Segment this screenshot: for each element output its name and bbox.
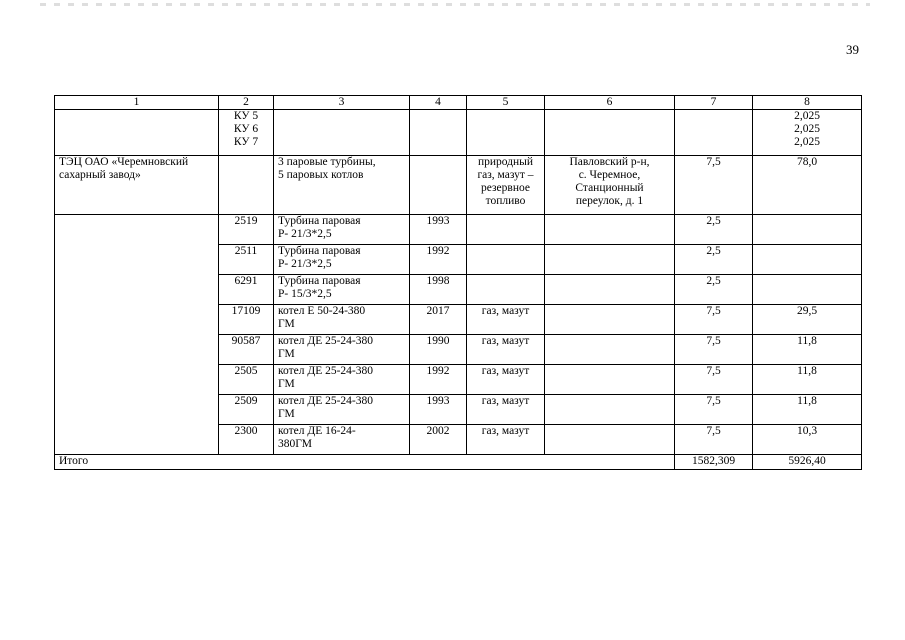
- total-col8: 5926,40: [753, 455, 862, 470]
- column-header-5: 5: [467, 96, 545, 110]
- commission-year: 2017: [410, 305, 467, 335]
- fuel-type: газ, мазут: [467, 305, 545, 335]
- column-header-2: 2: [219, 96, 274, 110]
- address-cell: [545, 335, 675, 365]
- address-cell: [545, 245, 675, 275]
- row-number: 90587: [219, 335, 274, 365]
- table-header-row: [55, 96, 862, 110]
- equipment-model: ГМ: [278, 318, 295, 330]
- equipment-description: [274, 395, 410, 425]
- col8-value: 11,8: [753, 335, 862, 365]
- scan-artifact-line: [40, 3, 870, 6]
- address-cell: [545, 395, 675, 425]
- column-header-6: 6: [545, 96, 675, 110]
- page-number: 39: [846, 42, 859, 57]
- col7-value: 2,5: [675, 215, 753, 245]
- equipment-model: ГМ: [278, 408, 295, 420]
- equipment-name: Турбина паровая: [278, 245, 361, 257]
- row-number: 6291: [219, 275, 274, 305]
- equipment-model: ГМ: [278, 378, 295, 390]
- col8-value: 29,5: [753, 305, 862, 335]
- fuel-type: [467, 245, 545, 275]
- col8-value: [753, 275, 862, 305]
- commission-year: 1990: [410, 335, 467, 365]
- ku-row: [55, 110, 862, 156]
- address-cell: [545, 215, 675, 245]
- column-header-3: 3: [274, 96, 410, 110]
- equipment-name: котел ДЕ 25-24-380: [278, 335, 373, 347]
- fuel-type: газ, мазут: [467, 365, 545, 395]
- fuel-type: газ, мазут: [467, 335, 545, 365]
- commission-year: 1998: [410, 275, 467, 305]
- col7-value: 7,5: [675, 365, 753, 395]
- col8-value: 10,3: [753, 425, 862, 455]
- ku-unit-list: КУ 5 КУ 6 КУ 7: [219, 110, 274, 156]
- ku-capacity-list: 2,025 2,025 2,025: [753, 110, 862, 156]
- equipment-name: котел ДЕ 25-24-380: [278, 365, 373, 377]
- col8-value: [753, 215, 862, 245]
- fuel-type: газ, мазут: [467, 395, 545, 425]
- column-header-8: 8: [753, 96, 862, 110]
- commission-year: 1992: [410, 365, 467, 395]
- row-number: 2519: [219, 215, 274, 245]
- equipment-model: Р- 21/3*2,5: [278, 258, 332, 270]
- table-row: [55, 215, 862, 245]
- equipment-model: Р- 21/3*2,5: [278, 228, 332, 240]
- col7-value: 7,5: [675, 305, 753, 335]
- col7-value: 7,5: [675, 395, 753, 425]
- commission-year: 1993: [410, 395, 467, 425]
- total-row: [55, 455, 862, 470]
- commission-year: 1993: [410, 215, 467, 245]
- equipment-description: [274, 365, 410, 395]
- fuel-type: [467, 215, 545, 245]
- col7-value: 2,5: [675, 275, 753, 305]
- column-header-7: 7: [675, 96, 753, 110]
- equipment-name: котел ДЕ 25-24-380: [278, 395, 373, 407]
- equipment-description: [274, 275, 410, 305]
- column-header-1: 1: [55, 96, 219, 110]
- equipment-description: [274, 335, 410, 365]
- row-number: 2511: [219, 245, 274, 275]
- fuel-type: [467, 275, 545, 305]
- equipment-name: Турбина паровая: [278, 275, 361, 287]
- col8-value: 11,8: [753, 365, 862, 395]
- equipment-description: [274, 215, 410, 245]
- address-cell: [545, 365, 675, 395]
- row-number: 17109: [219, 305, 274, 335]
- equipment-description: [274, 425, 410, 455]
- equipment-name: Турбина паровая: [278, 215, 361, 227]
- total-col7: 1582,309: [675, 455, 753, 470]
- col7-value: 2,5: [675, 245, 753, 275]
- commission-year: 2002: [410, 425, 467, 455]
- plant-name: ТЭЦ ОАО «Черемновский сахарный завод»: [55, 156, 219, 215]
- equipment-model: ГМ: [278, 348, 295, 360]
- address-cell: [545, 305, 675, 335]
- plant-row: [55, 156, 862, 215]
- row-number: 2505: [219, 365, 274, 395]
- row-number: 2509: [219, 395, 274, 425]
- total-label: Итого: [55, 455, 675, 470]
- col8-value: [753, 245, 862, 275]
- equipment-description: [274, 305, 410, 335]
- column-header-4: 4: [410, 96, 467, 110]
- address-cell: [545, 425, 675, 455]
- plant-col7: 7,5: [675, 156, 753, 215]
- plant-col8: 78,0: [753, 156, 862, 215]
- equipment-model: 380ГМ: [278, 438, 312, 450]
- equipment-table: [54, 95, 862, 470]
- col7-value: 7,5: [675, 425, 753, 455]
- equipment-name: котел Е 50-24-380: [278, 305, 366, 317]
- plant-fuel: природный газ, мазут – резервное топливо: [467, 156, 545, 215]
- merged-blank-cell: [55, 215, 219, 455]
- plant-equipment: 3 паровые турбины, 5 паровых котлов: [274, 156, 410, 215]
- commission-year: 1992: [410, 245, 467, 275]
- fuel-type: газ, мазут: [467, 425, 545, 455]
- plant-address: Павловский р-н, с. Черемное, Станционный переулок, д. 1: [545, 156, 675, 215]
- col8-value: 11,8: [753, 395, 862, 425]
- row-number: 2300: [219, 425, 274, 455]
- col7-value: 7,5: [675, 335, 753, 365]
- address-cell: [545, 275, 675, 305]
- equipment-model: Р- 15/3*2,5: [278, 288, 332, 300]
- equipment-description: [274, 245, 410, 275]
- equipment-name: котел ДЕ 16-24-: [278, 425, 356, 437]
